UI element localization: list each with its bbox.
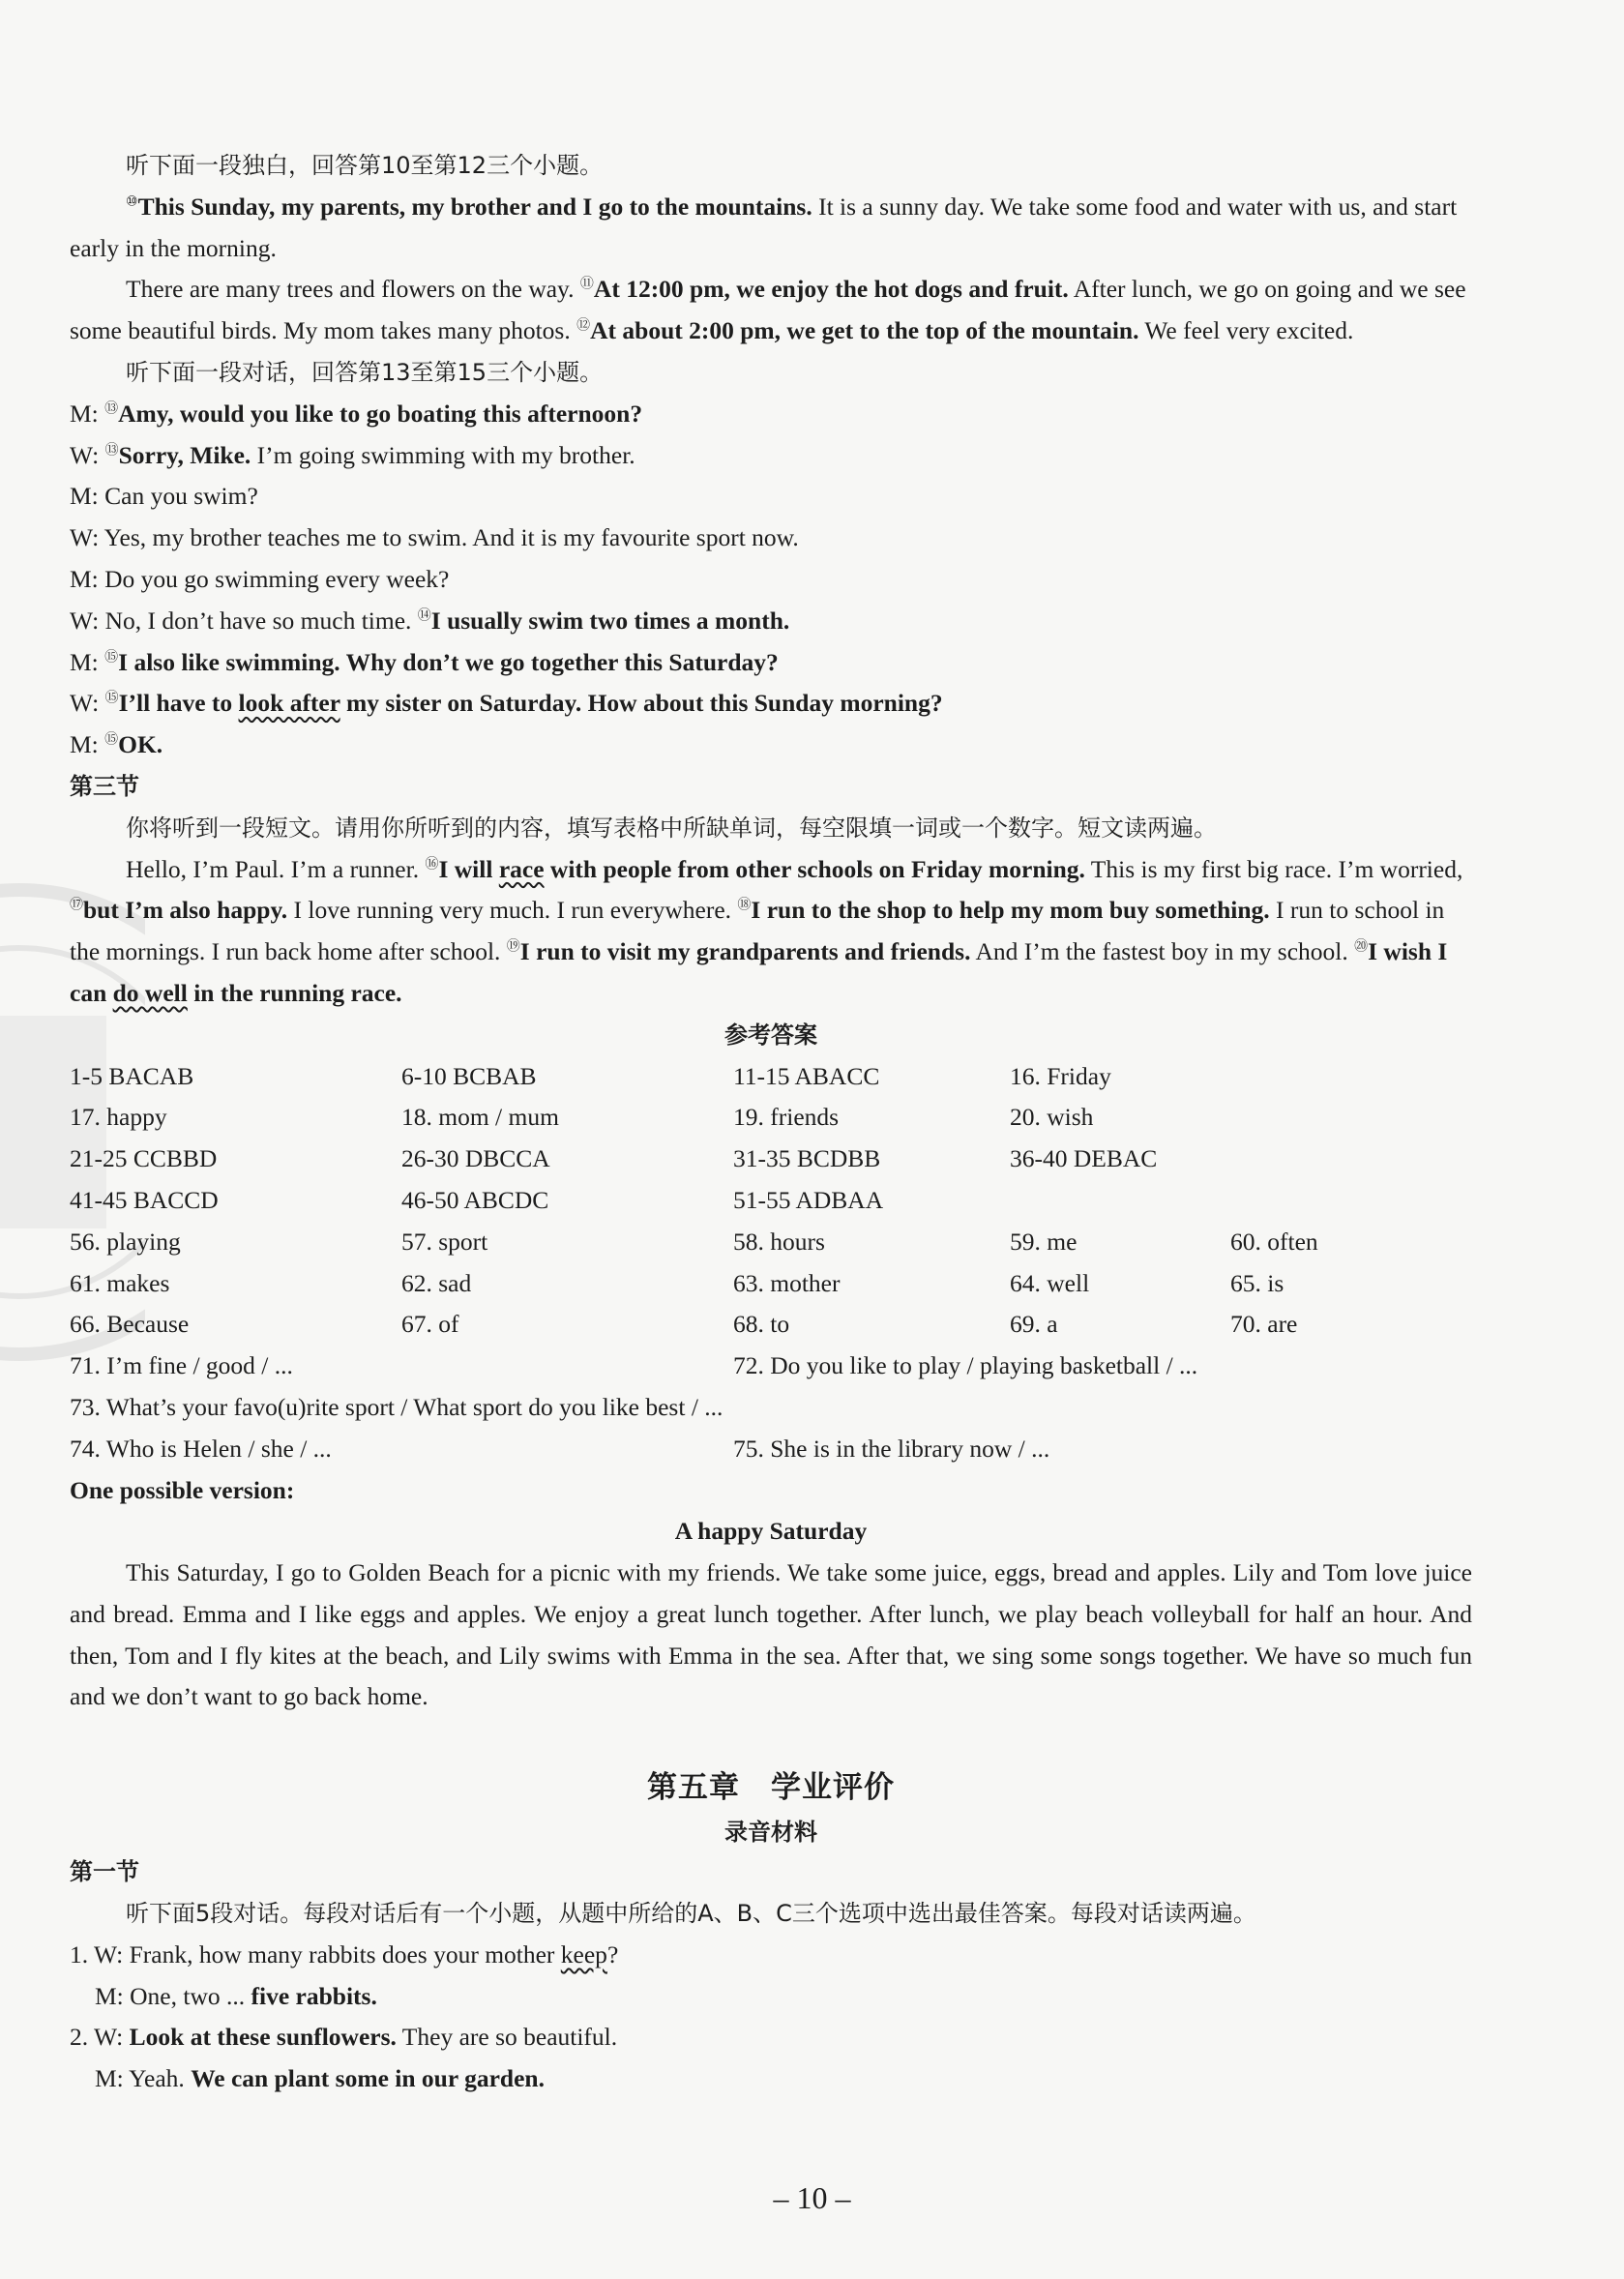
dialogue-line [70,601,1472,642]
page-number: – 10 – [773,2180,851,2215]
answer: 18. mom / mum [401,1103,559,1132]
text: It is a sunny day. We take some food and water with us, and start early in the morning. [70,192,1458,262]
text: We feel very excited. [1138,316,1354,345]
speaker: M: [70,647,105,676]
question-1-w [70,1935,1472,1976]
answer: 6-10 BCBAB [401,1061,537,1090]
key-sentence: Sorry, Mike. [118,440,251,469]
answer-row [70,1139,1472,1180]
dialogue-line: W: Yes, my brother teaches me to swim. And it is my favourite sport now. [70,523,799,552]
answer: 59. me [1010,1227,1078,1256]
marker-10: ⑩ [126,194,138,210]
text: M: One, two ... [95,1981,251,2010]
answer: 19. friends [733,1103,840,1132]
passage-paragraph [70,849,1472,1015]
dialogue-line [70,725,1472,766]
answer: 66. Because [70,1310,190,1339]
monologue-paragraph-1 [70,187,1472,270]
answer-row [70,1263,1472,1305]
marker-15: ⑮ [104,732,119,748]
speaker: M: [70,730,105,759]
speaker: M: [70,399,105,428]
essay-body: This Saturday, I go to Golden Beach for a picnic with my friends. We take some juice, eggs, bread and apples. Lily and Tom love juice and bread. Emma and I like eggs and apples. We enjoy a great lunch together. After lunch, we play beach volleyball for half an hour. And then, Tom and I fly kites at the beach, and Lily swims with Emma in the sea. After that, we sing some songs together. We have so much fun and we don’t want to go back home. [70,1558,1472,1711]
dialogue-line [70,394,1472,435]
answer-row [70,1304,1472,1346]
key-sentence: Amy, would you like to go boating this afternoon? [118,399,643,428]
wavy-underlined-word: keep [560,1939,607,1968]
text: After lunch, we go on going and we see some beautiful birds. My mom takes many photos. [70,275,1466,345]
answer: 68. to [733,1310,790,1339]
marker-12: ⑫ [576,318,591,334]
marker-14: ⑭ [417,608,431,624]
answer: 51-55 ADBAA [733,1185,884,1214]
marker-15: ⑮ [104,650,119,666]
monologue-paragraph-2 [70,269,1472,352]
answer: 41-45 BACCD [70,1185,219,1214]
text: I’m going swimming with my brother. [251,440,635,469]
marker-11: ⑪ [579,277,594,292]
key-sentence-10: This Sunday, my parents, my brother and I go to the mountains. [137,192,812,221]
answer: 69. a [1010,1310,1058,1339]
text: ? [606,1939,619,1968]
wavy-underlined-phrase: do well [112,978,188,1007]
answers-title: 参考答案 [724,1021,817,1049]
answer: 31-35 BCDBB [733,1144,881,1173]
text: I run to school in the mornings. I run back home after school. [70,896,1445,966]
answer-row [70,1429,1472,1470]
key-sentence: I usually swim two times a month. [430,606,790,635]
text: There are many trees and flowers on the way. [126,275,580,304]
key-sentence: We can plant some in our garden. [191,2064,545,2093]
answer-row [70,1346,1472,1387]
chapter-title: 第五章 学业评价 [647,1770,895,1806]
answer: 74. Who is Helen / she / ... [70,1434,332,1463]
answer: 67. of [401,1310,459,1339]
answer: 70. are [1230,1310,1298,1339]
key-sentence: with people from other schools on Friday morning. [544,854,1085,883]
answer: 11-15 ABACC [733,1061,880,1090]
answer-row [70,1097,1472,1139]
answer: 36-40 DEBAC [1010,1144,1158,1173]
wavy-underlined-phrase: look after [238,689,340,718]
answer-row [70,1180,1472,1222]
marker-13: ⑬ [104,443,119,459]
marker-18: ⑱ [737,898,752,913]
wavy-underlined-word: race [498,854,545,883]
answer: 56. playing [70,1227,181,1256]
answer: 20. wish [1010,1103,1094,1132]
text: 1. W: Frank, how many rabbits does your mother [70,1939,561,1968]
key-sentence: I wish I can [70,937,1448,1007]
answer: 26-30 DBCCA [401,1144,550,1173]
key-sentence: I will [438,854,499,883]
text: Hello, I’m Paul. I’m a runner. [126,854,426,883]
answer: 73. What’s your favo(u)rite sport / What sport do you like best / ... [70,1392,723,1421]
key-sentence: I’ll have to [118,689,239,718]
version-label: One possible version: [70,1475,295,1504]
answer: 64. well [1010,1268,1090,1297]
text: This is my first big race. I’m worried, [1084,854,1463,883]
section-1-heading: 第一节 [70,1858,139,1886]
answer-row [70,1387,1472,1429]
answer: 75. She is in the library now / ... [733,1434,1050,1463]
dialogue-line: M: Can you swim? [70,482,258,511]
key-sentence: my sister on Saturday. How about this Sunday morning? [340,689,943,718]
answer: 65. is [1230,1268,1284,1297]
key-sentence: OK. [118,730,163,759]
text: They are so beautiful. [396,2023,618,2052]
answer: 57. sport [401,1227,488,1256]
answer: 21-25 CCBBD [70,1144,218,1173]
question-2-m [70,2058,1472,2100]
marker-17: ⑰ [70,898,83,913]
document-page [70,145,1472,2100]
key-sentence-11: At 12:00 pm, we enjoy the hot dogs and fruit. [593,275,1069,304]
text: And I’m the fastest boy in my school. [970,937,1355,966]
question-2-w [70,2017,1472,2058]
answer-row [70,1056,1472,1098]
marker-20: ⑳ [1354,939,1369,955]
answer-row [70,1222,1472,1263]
key-sentence: I run to visit my grandparents and friends. [519,937,971,966]
key-sentence-12: At about 2:00 pm, we get to the top of the mountain. [590,316,1139,345]
dialogue-line [70,683,1472,725]
marker-16: ⑯ [425,857,439,873]
recording-heading: 录音材料 [724,1819,817,1847]
key-sentence: I also like swimming. Why don’t we go together this Saturday? [118,647,779,676]
answer: 1-5 BACAB [70,1061,194,1090]
essay-title: A happy Saturday [674,1517,868,1546]
text: W: No, I don’t have so much time. [70,606,418,635]
key-sentence: Look at these sunflowers. [129,2023,397,2052]
key-sentence: five rabbits. [251,1981,377,2010]
key-sentence: I run to the shop to help my mom buy something. [751,896,1270,925]
text: M: Yeah. [95,2064,192,2093]
answer: 46-50 ABCDC [401,1185,549,1214]
section-3-heading: 第三节 [70,772,139,800]
answer: 62. sad [401,1268,472,1297]
answer: 61. makes [70,1268,170,1297]
section-3-instruction: 你将听到一段短文。请用你所听到的内容，填写表格中所缺单词，每空限填一词或一个数字。短文读两遍。 [126,814,1217,842]
answer: 58. hours [733,1227,825,1256]
question-1-m [70,1976,1472,2018]
dialogue-instruction: 听下面一段对话，回答第13至第15三个小题。 [126,358,604,386]
key-sentence: but I’m also happy. [83,896,288,925]
monologue-instruction: 听下面一段独白，回答第10至第12三个小题。 [126,152,604,179]
text: I love running very much. I run everywhere. [287,896,738,925]
dialogue-line: M: Do you go swimming every week? [70,564,450,593]
answer: 71. I’m fine / good / ... [70,1351,293,1380]
section-1-instruction: 听下面5段对话。每段对话后有一个小题，从题中所给的A、B、C三个选项中选出最佳答案。每段对话读两遍。 [126,1900,1256,1928]
marker-13: ⑬ [104,401,119,417]
answer: 63. mother [733,1268,841,1297]
speaker: W: [70,440,105,469]
key-sentence: in the running race. [187,978,402,1007]
answer: 16. Friday [1010,1061,1111,1090]
answer: 60. often [1230,1227,1318,1256]
text: 2. W: [70,2023,130,2052]
dialogue-line [70,435,1472,477]
speaker: W: [70,689,105,718]
marker-15: ⑮ [104,691,119,706]
answer: 72. Do you like to play / playing basketball / ... [733,1351,1198,1380]
dialogue-line [70,642,1472,684]
marker-19: ⑲ [506,939,520,955]
answer: 17. happy [70,1103,167,1132]
